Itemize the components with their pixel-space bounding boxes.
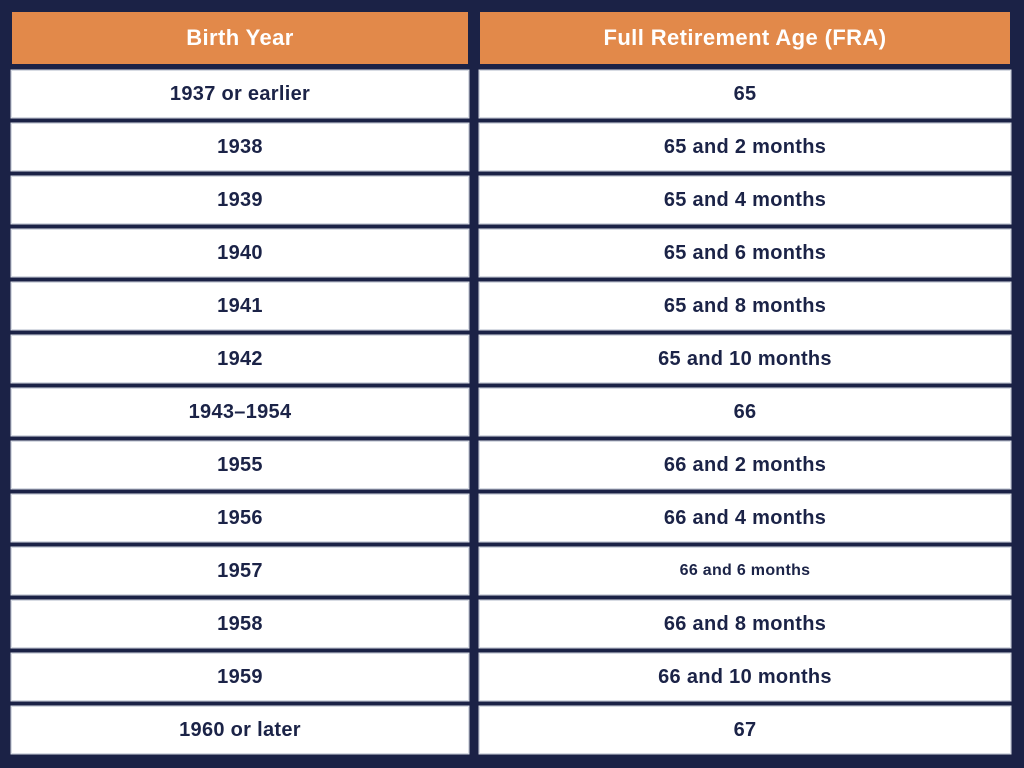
column-header-fra: Full Retirement Age (FRA) xyxy=(480,12,1010,64)
birth-year-cell: 1937 or earlier xyxy=(12,71,468,117)
birth-year-cell: 1959 xyxy=(12,654,468,700)
fra-cell: 66 xyxy=(480,389,1010,435)
birth-year-cell: 1958 xyxy=(12,601,468,647)
column-header-birth-year: Birth Year xyxy=(12,12,468,64)
fra-cell: 65 and 4 months xyxy=(480,177,1010,223)
birth-year-cell: 1957 xyxy=(12,548,468,594)
fra-cell: 66 and 2 months xyxy=(480,442,1010,488)
fra-cell: 66 and 6 months xyxy=(480,548,1010,594)
birth-year-cell: 1943–1954 xyxy=(12,389,468,435)
birth-year-cell: 1956 xyxy=(12,495,468,541)
fra-cell: 65 and 2 months xyxy=(480,124,1010,170)
birth-year-cell: 1939 xyxy=(12,177,468,223)
fra-cell: 66 and 8 months xyxy=(480,601,1010,647)
birth-year-cell: 1955 xyxy=(12,442,468,488)
fra-cell: 66 and 4 months xyxy=(480,495,1010,541)
birth-year-cell: 1960 or later xyxy=(12,707,468,753)
fra-cell: 65 and 10 months xyxy=(480,336,1010,382)
fra-cell: 65 and 6 months xyxy=(480,230,1010,276)
birth-year-cell: 1940 xyxy=(12,230,468,276)
birth-year-cell: 1938 xyxy=(12,124,468,170)
fra-cell: 66 and 10 months xyxy=(480,654,1010,700)
fra-cell: 65 and 8 months xyxy=(480,283,1010,329)
birth-year-cell: 1942 xyxy=(12,336,468,382)
birth-year-cell: 1941 xyxy=(12,283,468,329)
fra-cell: 67 xyxy=(480,707,1010,753)
fra-cell: 65 xyxy=(480,71,1010,117)
